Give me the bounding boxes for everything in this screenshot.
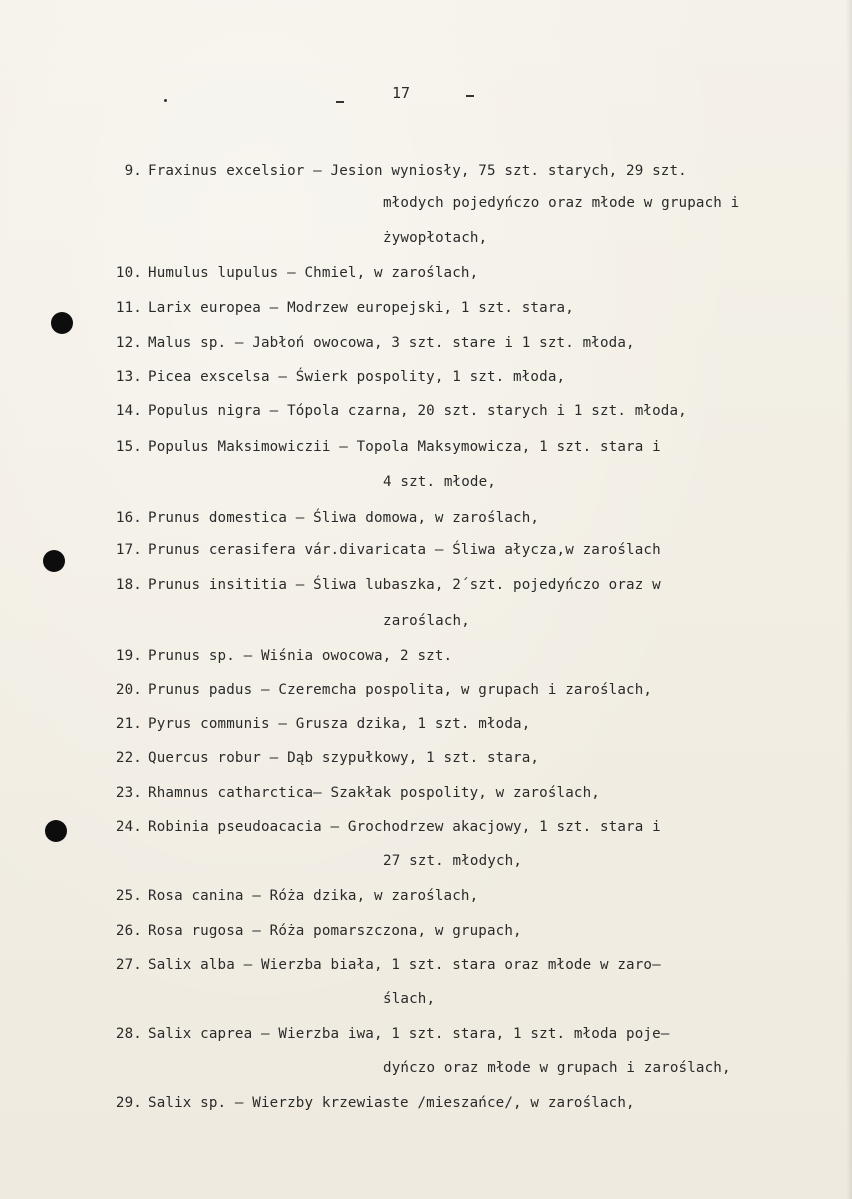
item-number: 20.: [115, 682, 142, 698]
list-item: [100, 578, 661, 592]
item-continuation: żywopłotach,: [383, 230, 488, 246]
list-item: [100, 820, 661, 834]
header-dash-right: [466, 95, 474, 97]
item-number: 28.: [115, 1026, 142, 1042]
list-item: [100, 786, 600, 800]
item-text: Prunus domestica – Śliwa domowa, w zaroślach,: [148, 510, 540, 526]
item-text: Pyrus communis – Grusza dzika, 1 szt. młoda,: [148, 716, 531, 732]
item-number: 12.: [115, 335, 142, 351]
item-text: Humulus lupulus – Chmiel, w zaroślach,: [148, 265, 479, 281]
list-item: [100, 266, 478, 280]
list-item: [100, 511, 539, 525]
item-number: 24.: [115, 819, 142, 835]
item-number: 17.: [115, 542, 142, 558]
list-item: [100, 301, 574, 315]
item-text: Fraxinus excelsior – Jesion wyniosły, 75 szt. starych, 29 szt.: [148, 163, 687, 179]
list-item: [100, 370, 565, 384]
item-number: 11.: [115, 300, 142, 316]
item-text: Salix caprea – Wierzba iwa, 1 szt. stara, 1 szt. młoda poje–: [148, 1026, 670, 1042]
list-item: [100, 924, 522, 938]
list-item: [100, 404, 687, 418]
header-dash-left: [336, 101, 344, 103]
item-number: 18.: [115, 577, 142, 593]
item-text: Populus nigra – Tópola czarna, 20 szt. starych i 1 szt. młoda,: [148, 403, 687, 419]
item-text: Rhamnus catharctica– Szakłak pospolity, w zaroślach,: [148, 785, 600, 801]
item-number: 15.: [115, 439, 142, 455]
page-header: [330, 84, 490, 108]
list-item: [100, 164, 687, 178]
punch-hole: [43, 550, 65, 572]
item-number: 27.: [115, 957, 142, 973]
item-number: 19.: [115, 648, 142, 664]
list-item: [100, 1027, 670, 1041]
item-text: Malus sp. – Jabłoń owocowa, 3 szt. stare i 1 szt. młoda,: [148, 335, 635, 351]
item-text: Salix sp. – Wierzby krzewiaste /mieszańce/, w zaroślach,: [148, 1095, 635, 1111]
item-number: 25.: [115, 888, 142, 904]
item-number: 16.: [115, 510, 142, 526]
item-continuation: ślach,: [383, 991, 436, 1007]
item-number: 13.: [115, 369, 142, 385]
punch-hole: [45, 820, 67, 842]
stray-dot-mark: [164, 99, 167, 102]
item-number: 21.: [115, 716, 142, 732]
item-text: Prunus sp. – Wiśnia owocowa, 2 szt.: [148, 648, 453, 664]
item-text: Robinia pseudoacacia – Grochodrzew akacjowy, 1 szt. stara i: [148, 819, 661, 835]
list-item: [100, 1096, 635, 1110]
item-continuation: dyńczo oraz młode w grupach i zaroślach,: [383, 1060, 731, 1076]
item-text: Salix alba – Wierzba biała, 1 szt. stara oraz młode w zaro–: [148, 957, 661, 973]
item-continuation: zaroślach,: [383, 613, 470, 629]
item-number: 23.: [115, 785, 142, 801]
list-item: [100, 440, 661, 454]
item-number: 22.: [115, 750, 142, 766]
item-number: 26.: [115, 923, 142, 939]
item-text: Populus Maksimowiczii – Topola Maksymowicza, 1 szt. stara i: [148, 439, 661, 455]
item-text: Rosa canina – Róża dzika, w zaroślach,: [148, 888, 479, 904]
item-number: 9.: [124, 163, 142, 179]
item-text: Prunus padus – Czeremcha pospolita, w grupach i zaroślach,: [148, 682, 653, 698]
item-text: Quercus robur – Dąb szypułkowy, 1 szt. stara,: [148, 750, 540, 766]
list-item: [100, 889, 478, 903]
item-number: 14.: [115, 403, 142, 419]
item-text: Rosa rugosa – Róża pomarszczona, w grupach,: [148, 923, 522, 939]
punch-hole: [51, 312, 73, 334]
list-item: [100, 958, 661, 972]
item-number: 29.: [115, 1095, 142, 1111]
item-text: Picea exscelsa – Świerk pospolity, 1 szt. młoda,: [148, 369, 566, 385]
item-number: 10.: [115, 265, 142, 281]
list-item: [100, 683, 652, 697]
item-continuation: młodych pojedyńczo oraz młode w grupach i: [383, 195, 740, 211]
page-edge-shadow: [846, 0, 852, 1199]
item-text: Larix europea – Modrzew europejski, 1 szt. stara,: [148, 300, 574, 316]
item-continuation: 4 szt. młode,: [383, 474, 496, 490]
page-number: 17: [392, 84, 411, 102]
list-item: [100, 336, 635, 350]
list-item: [100, 649, 452, 663]
list-item: [100, 543, 661, 557]
item-text: Prunus insititia – Śliwa lubaszka, 2´szt. pojedyńczo oraz w: [148, 577, 661, 593]
item-text: Prunus cerasifera vár.divaricata – Śliwa ałycza,w zaroślach: [148, 542, 661, 558]
item-continuation: 27 szt. młodych,: [383, 853, 523, 869]
list-item: [100, 751, 539, 765]
list-item: [100, 717, 530, 731]
